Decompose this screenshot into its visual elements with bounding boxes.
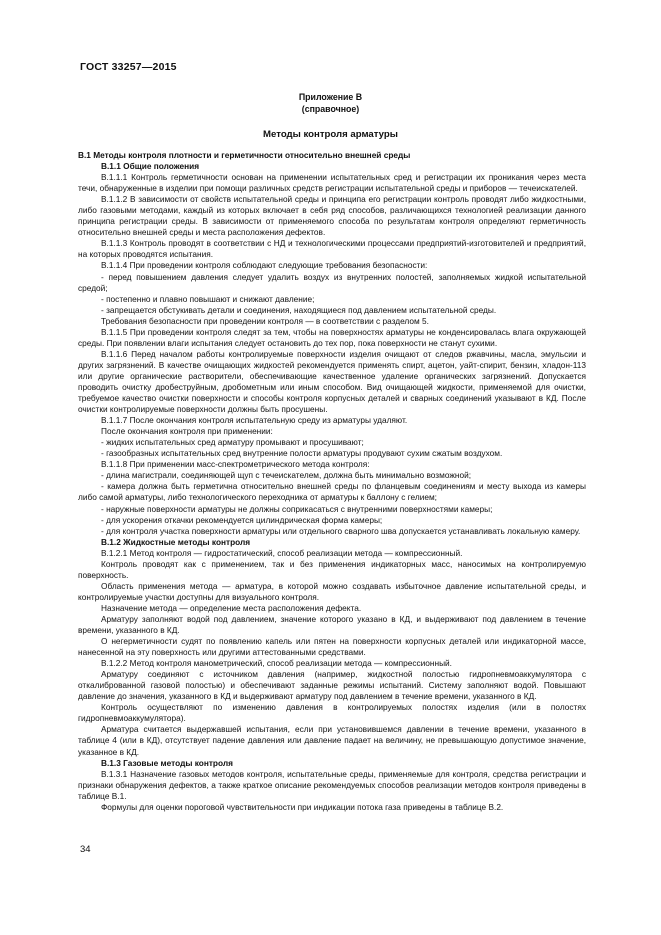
body-text (78, 150, 586, 813)
appendix-title: Приложение В (298, 92, 363, 102)
body-paragraph: В.1.3.1 Назначение газовых методов контроля, испытательные среды, применяемые для контроля, средства регистрации и признаки обнаружения дефектов, а также краткое описание рекомендуемых способов реализации методов контроля приведены в таблице В.1. (78, 768, 586, 801)
body-paragraph: Контроль проводят как с применением, так и без применения индикаторных масс, наносимых на контролируемую поверхность. (78, 558, 586, 580)
body-paragraph: - газообразных испытательных сред внутренние полости арматуры продувают сухим сжатым воздухом. (101, 448, 503, 459)
body-paragraph: - для ускорения откачки рекомендуется цилиндрическая форма камеры; (101, 514, 383, 525)
doc-title: Методы контроля арматуры (263, 129, 398, 140)
body-paragraph: Формулы для оценки пороговой чувствительности при индикации потока газа приведены в таблице В.2. (101, 801, 504, 812)
body-paragraph: В.1.1.3 Контроль проводят в соответствии с НД и технологическими процессами предприятий-изготовителей и предприятий, на которых проводятся испытания. (78, 238, 586, 260)
body-paragraph: - запрещается обстукивать детали и соединения, находящиеся под давлением испытательной среды. (101, 304, 497, 315)
body-paragraph: В.1.1.1 Контроль герметичности основан на применении испытательных сред и регистрации их проникания через места течи, обнаруженные в изделии при помощи различных средств регистрации испытательной среды и приборов — течеискателей. (78, 172, 586, 194)
section-heading: В.1 Методы контроля плотности и герметичности относительно внешней среды (78, 150, 411, 160)
body-paragraph: Назначение метода — определение места расположения дефекта. (101, 602, 362, 613)
body-paragraph: В.1.1.7 После окончания контроля испытательную среду из арматуры удаляют. (101, 415, 408, 426)
body-paragraph: - перед повышением давления следует удалить воздух из внутренних полостей, заполняемых жидкой испытательной средой; (78, 271, 586, 293)
body-paragraph: - наружные поверхности арматуры не должны соприкасаться с внутренними поверхностями камеры; (101, 503, 493, 514)
appendix-subtitle: (справочное) (301, 104, 360, 114)
body-paragraph: Арматуру соединяют с источником давления (например, жидкостной полостью гидропневмоаккумулятора с откалиброванной газовой полостью) и обеспечивают заданные режимы испытаний. Систему заполняют водой. Повышают давление до значения, указанного в КД и выдерживают арматуру под давлением в течение времени, указанного в КД. (78, 669, 586, 702)
body-paragraph: После окончания контроля при применении: (101, 426, 273, 437)
section-heading: В.1.1 Общие положения (101, 161, 200, 172)
body-paragraph: В.1.1.5 При проведении контроля следят за тем, чтобы на поверхностях арматуры не конденсировалась влага окружающей среды. При появлении влаги испытания следует остановить до тех пор, пока поверхности не станут сухими. (78, 326, 586, 348)
standard-header: ГОСТ 33257—2015 (80, 61, 177, 73)
body-paragraph: - камера должна быть герметична относительно внешней среды по фланцевым соединениям и месту выхода из камеры либо самой арматуры, либо технологического переходника от арматуры к баллону с гелием; (78, 481, 586, 503)
body-paragraph: В.1.1.4 При проведении контроля соблюдают следующие требования безопасности: (101, 260, 428, 271)
section-heading: В.1.3 Газовые методы контроля (101, 757, 233, 768)
body-paragraph: Арматуру заполняют водой под давлением, значение которого указано в КД, и выдерживают под давлением в течение времени, указанного в КД. (78, 613, 586, 636)
body-paragraph: О негерметичности судят по появлению капель или пятен на поверхности корпусных деталей или индикаторной массе, нанесенной на эту поверхность или другими аттестованными средствами. (78, 636, 586, 658)
section-heading: В.1.2 Жидкостные методы контроля (101, 536, 251, 547)
body-paragraph: Требования безопасности при проведении контроля — в соответствии с разделом 5. (101, 315, 429, 326)
body-paragraph: В.1.2.1 Метод контроля — гидростатический, способ реализации метода — компрессионный. (101, 547, 463, 558)
body-paragraph: - постепенно и плавно повышают и снижают давление; (101, 293, 315, 304)
body-paragraph: В.1.1.8 При применении масс-спектрометрического метода контроля: (101, 459, 370, 470)
body-paragraph: В.1.2.2 Метод контроля манометрический, способ реализации метода — компрессионный. (101, 658, 452, 669)
body-paragraph: Арматура считается выдержавшей испытания, если при установившемся давлении в течение времени, указанного в таблице 4 (или в КД), отсутствует падение давления или давление падает на величину, не превышающую допустимое значение, указанное в КД. (78, 724, 586, 757)
body-paragraph: - для контроля участка поверхности арматуры или отдельного сварного шва допускается устанавливать локальную камеру. (101, 525, 581, 536)
body-paragraph: - жидких испытательных сред арматуру промывают и просушивают; (101, 437, 364, 448)
body-paragraph: - длина магистрали, соединяющей щуп с течеискателем, должна быть минимально возможной; (101, 470, 472, 481)
page-number: 34 (80, 844, 91, 855)
body-paragraph: В.1.1.6 Перед началом работы контролируемые поверхности изделия очищают от следов ржавчины, масла, эмульсии и других загрязнений. В качестве очищающих жидкостей рекомендуется применять спирт, ацетон, уайт-спирит, бензин, хладон-113 или другие органические растворители, обеспечивающие качественное удаление органических загрязнений. Допускается проводить очистку дробеструйным, дробометным или иным способом. Вид очищающей жидкости, применяемой для очистки, требуемое качество очистки поверхности и способы контроля корпусных деталей и сварных соединений указывают в КД. После очистки контролируемые поверхности должны быть просушены. (78, 348, 586, 415)
body-paragraph: Область применения метода — арматура, в которой можно создавать избыточное давление испытательной среды, и контролируемые участки доступны для визуального контроля. (78, 580, 586, 602)
body-paragraph: В.1.1.2 В зависимости от свойств испытательной среды и принципа его регистрации контроль проводят либо жидкостными, либо газовыми методами, каждый из которых включает в себя ряд способов, различающихся технологией реализации данного принципа регистрации среды. В зависимости от применяемого способа по результатам контроля определяют герметичность относительно внешней среды и места расположения дефектов. (78, 194, 586, 238)
body-paragraph: Контроль осуществляют по изменению давления в контролируемых полостях изделия (или в полостях гидропневмоаккумулятора). (78, 702, 586, 724)
